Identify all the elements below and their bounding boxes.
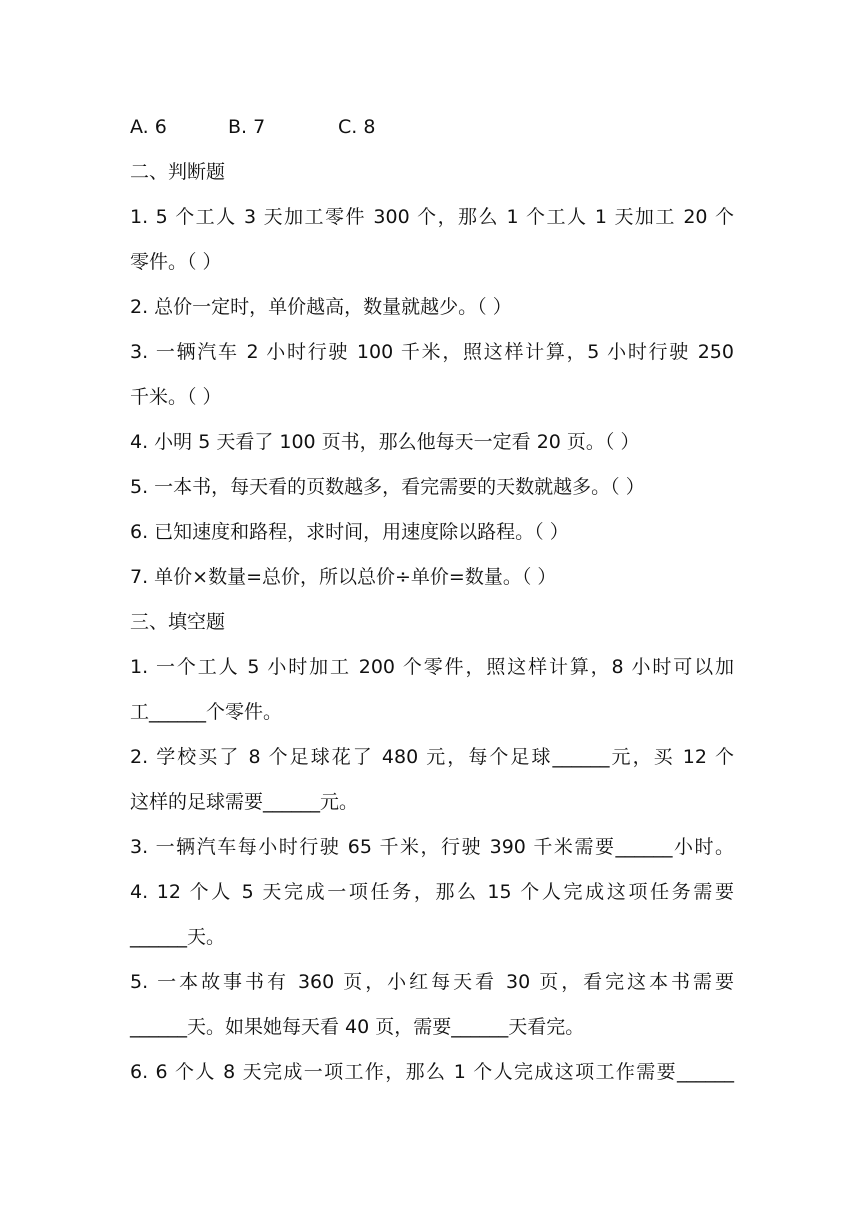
fill-q3: 3. 一辆汽车每小时行驶 65 千米，行驶 390 千米需要______小时。 <box>130 836 734 858</box>
judgement-q1-line2: 零件。（ ） <box>130 251 222 273</box>
judgement-q3-line2: 千米。（ ） <box>130 386 222 408</box>
fill-q5-line2: ______天。如果她每天看 40 页，需要______天看完。 <box>130 1016 585 1038</box>
fill-q4-line1: 4. 12 个人 5 天完成一项任务，那么 15 个人完成这项任务需要 <box>130 881 734 903</box>
judgement-q7: 7. 单价×数量=总价，所以总价÷单价=数量。（ ） <box>130 566 557 588</box>
judgement-q5: 5. 一本书，每天看的页数越多，看完需要的天数就越多。（ ） <box>130 476 645 498</box>
section-heading-fill-blank: 三、填空题 <box>130 611 226 633</box>
document-content <box>130 112 734 1102</box>
fill-q5-line1: 5. 一本故事书有 360 页，小红每天看 30 页，看完这本书需要 <box>130 971 734 993</box>
fill-q2-line1: 2. 学校买了 8 个足球花了 480 元，每个足球______元，买 12 个 <box>130 746 734 768</box>
fill-q6-line1: 6. 6 个人 8 天完成一项工作，那么 1 个人完成这项工作需要______ <box>130 1061 734 1083</box>
fill-q1-line1: 1. 一个工人 5 小时加工 200 个零件，照这样计算，8 小时可以加 <box>130 656 734 678</box>
judgement-q3-line1: 3. 一辆汽车 2 小时行驶 100 千米，照这样计算，5 小时行驶 250 <box>130 341 734 363</box>
judgement-q2: 2. 总价一定时，单价越高，数量就越少。（ ） <box>130 296 512 318</box>
choice-options <box>130 112 734 157</box>
judgement-q4: 4. 小明 5 天看了 100 页书，那么他每天一定看 20 页。（ ） <box>130 431 640 453</box>
fill-q2-line2: 这样的足球需要______元。 <box>130 791 359 813</box>
section-heading-judgement: 二、判断题 <box>130 161 226 183</box>
judgement-q1-line1: 1. 5 个工人 3 天加工零件 300 个，那么 1 个工人 1 天加工 20 个 <box>130 206 734 228</box>
choice-a: A. 6 <box>130 116 167 138</box>
fill-q4-line2: ______天。 <box>130 926 226 948</box>
fill-q1-line2: 工______个零件。 <box>130 701 283 723</box>
choice-b: B. 7 <box>228 116 266 138</box>
judgement-q6: 6. 已知速度和路程，求时间，用速度除以路程。（ ） <box>130 521 569 543</box>
choice-c: C. 8 <box>338 116 376 138</box>
